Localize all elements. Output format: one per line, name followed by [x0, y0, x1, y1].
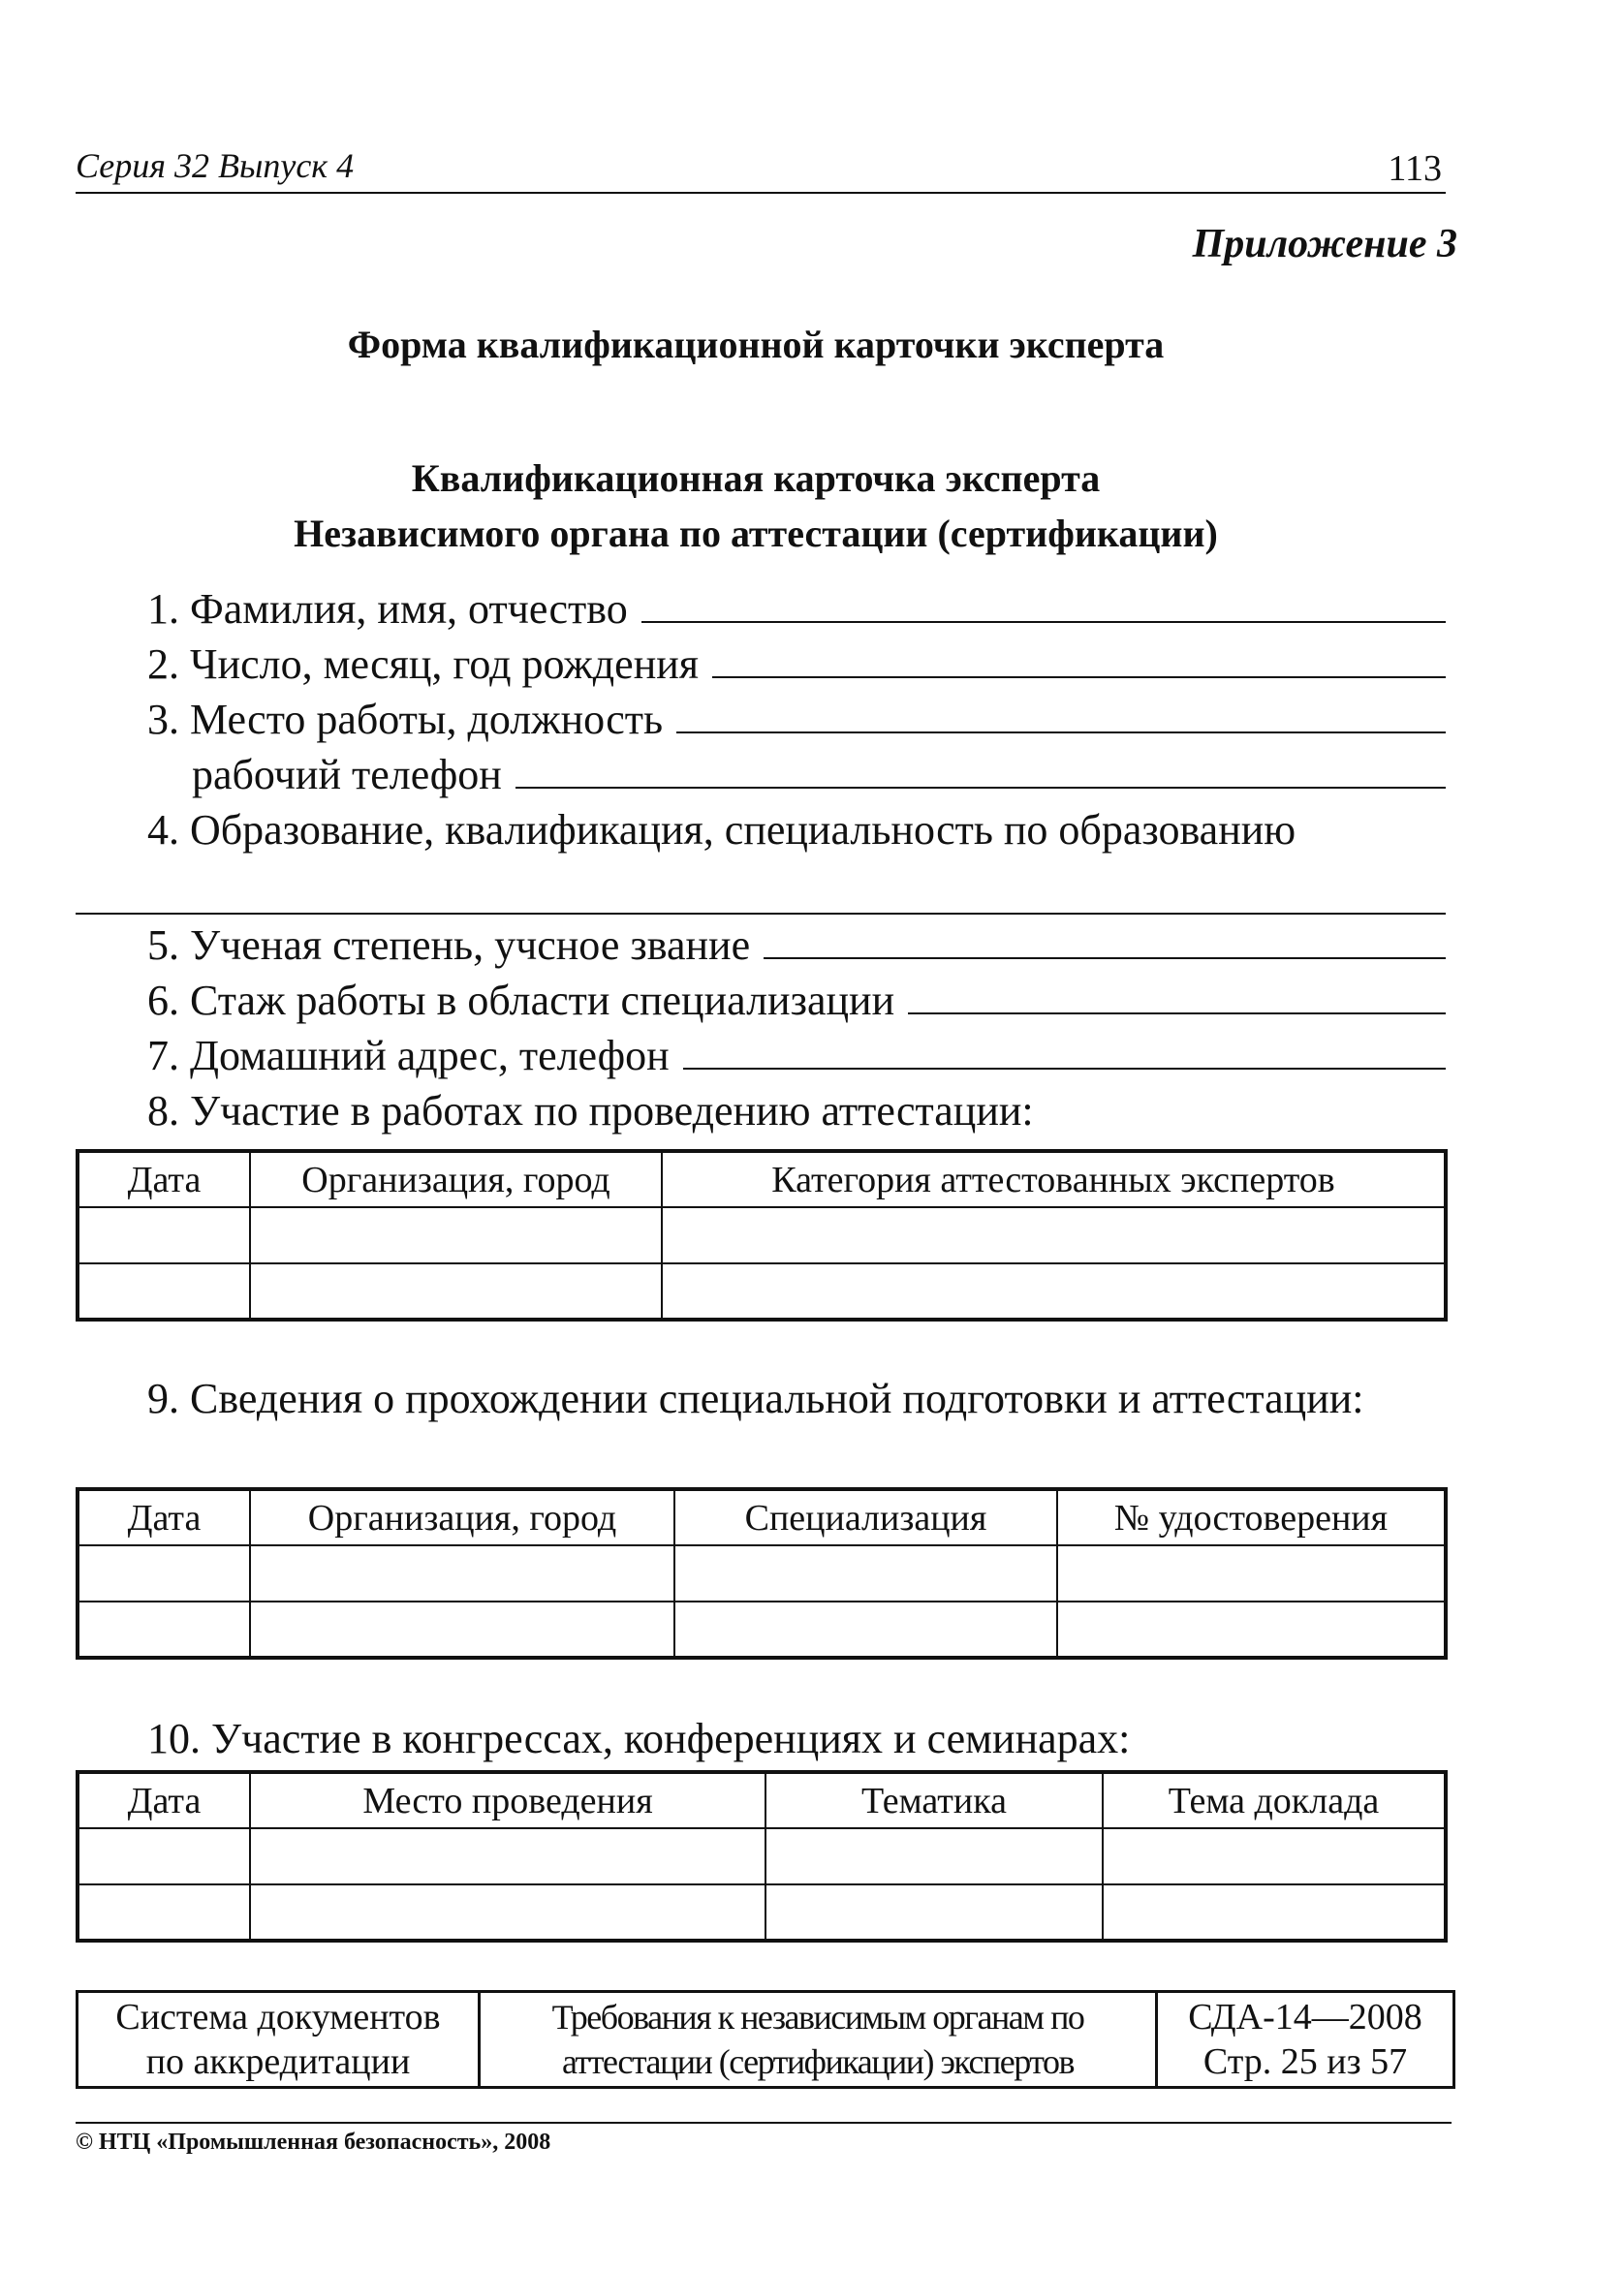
table-cell [250, 1545, 674, 1602]
footer-row [78, 1992, 1454, 2088]
series-label: Серия 32 Выпуск 4 [76, 146, 355, 185]
table-cell [250, 1828, 765, 1884]
section-10-heading: 10. Участие в конгрессах, конференциях и семинарах: [147, 1715, 1131, 1762]
table-header-row [78, 1151, 1446, 1207]
blank-line [683, 1031, 1446, 1070]
field-academic-degree [147, 918, 1446, 973]
column-header: Специализация [674, 1489, 1057, 1545]
footer-system-line1: Система документов [115, 1997, 441, 2038]
column-header: Дата [78, 1489, 250, 1545]
field-label: 8. Участие в работах по проведению аттестации: [147, 1087, 1034, 1135]
table-cell [250, 1263, 662, 1320]
table-cell [765, 1828, 1103, 1884]
table-cell [78, 1884, 250, 1941]
appendix-label: Приложение 3 [1192, 222, 1457, 266]
footer-requirements-cell [480, 1992, 1157, 2088]
field-label: 4. Образование, квалификация, специальность по образованию [147, 806, 1296, 854]
table-header-row [78, 1772, 1446, 1828]
field-home-address [147, 1028, 1446, 1083]
card-title [0, 451, 1624, 561]
blank-line [641, 584, 1446, 623]
column-header: Место проведения [250, 1772, 765, 1828]
table-cell [78, 1207, 250, 1263]
table-row [78, 1545, 1446, 1602]
table-cell [78, 1602, 250, 1658]
running-header [76, 145, 1446, 194]
field-work-phone [147, 747, 1446, 802]
blank-line [764, 920, 1446, 959]
table-cell [674, 1545, 1057, 1602]
table-cell [78, 1263, 250, 1320]
card-fields-continued [147, 918, 1446, 1138]
footer-system-line2: по аккредитации [145, 2041, 411, 2082]
blank-line [908, 976, 1446, 1014]
column-header: Организация, город [250, 1489, 674, 1545]
blank-line-education [76, 913, 1446, 915]
page-number: 113 [1388, 148, 1442, 189]
footer-docid-cell [1157, 1992, 1454, 2088]
field-full-name [147, 581, 1446, 637]
footer-page-of: Стр. 25 из 57 [1202, 2041, 1408, 2082]
table-cell [1057, 1602, 1446, 1658]
table-cell [250, 1207, 662, 1263]
blank-line [676, 695, 1446, 733]
table-cell [78, 1828, 250, 1884]
copyright-notice: © НТЦ «Промышленная безопасность», 2008 [76, 2130, 551, 2155]
table-cell [1103, 1884, 1446, 1941]
field-experience [147, 973, 1446, 1028]
table-cell [662, 1207, 1446, 1263]
table-cell [662, 1263, 1446, 1320]
card-fields [147, 581, 1446, 857]
table-row [78, 1828, 1446, 1884]
column-header: Тема доклада [1103, 1772, 1446, 1828]
field-education [147, 802, 1446, 857]
footer-requirements-line1: Требования к независимым органам по [551, 1998, 1084, 2037]
card-title-line1: Квалификационная карточка эксперта [411, 456, 1101, 500]
table-row [78, 1207, 1446, 1263]
table-cell [250, 1602, 674, 1658]
blank-line [515, 750, 1446, 789]
section-9-heading: 9. Сведения о прохождении специальной подготовки и аттестации: [147, 1375, 1364, 1422]
table-header-row [78, 1489, 1446, 1545]
field-attestation-work [147, 1083, 1446, 1138]
form-title: Форма квалификационной карточки эксперта [347, 323, 1165, 366]
table-cell [765, 1884, 1103, 1941]
conferences-table [76, 1770, 1448, 1943]
field-label: 2. Число, месяц, год рождения [147, 640, 700, 688]
blank-line [712, 639, 1446, 678]
field-label: 5. Ученая степень, учсное звание [147, 921, 751, 969]
table-cell [674, 1602, 1057, 1658]
field-label: 3. Место работы, должность [147, 696, 664, 743]
table-cell [250, 1884, 765, 1941]
footer-docid: СДА-14—2008 [1188, 1997, 1422, 2038]
table-row [78, 1263, 1446, 1320]
footer-requirements-line2: аттестации (сертификации) экспертов [561, 2042, 1075, 2081]
footer-rule [76, 2122, 1452, 2124]
field-label: 7. Домашний адрес, телефон [147, 1032, 670, 1079]
column-header: Дата [78, 1151, 250, 1207]
field-label: рабочий телефон [192, 751, 502, 798]
footer-system-cell [78, 1992, 480, 2088]
document-footer-table [76, 1990, 1455, 2089]
column-header: № удостоверения [1057, 1489, 1446, 1545]
table-row [78, 1602, 1446, 1658]
field-label: 6. Стаж работы в области специализации [147, 977, 895, 1024]
card-title-line2: Независимого органа по аттестации (сертификации) [294, 512, 1218, 555]
table-row [78, 1884, 1446, 1941]
field-workplace [147, 692, 1446, 747]
field-birth-date [147, 637, 1446, 692]
table-cell [1057, 1545, 1446, 1602]
column-header: Тематика [765, 1772, 1103, 1828]
field-label: 1. Фамилия, имя, отчество [147, 585, 628, 633]
column-header: Дата [78, 1772, 250, 1828]
column-header: Категория аттестованных экспертов [662, 1151, 1446, 1207]
table-cell [78, 1545, 250, 1602]
attestation-work-table [76, 1149, 1448, 1322]
table-cell [1103, 1828, 1446, 1884]
column-header: Организация, город [250, 1151, 662, 1207]
training-table [76, 1487, 1448, 1660]
